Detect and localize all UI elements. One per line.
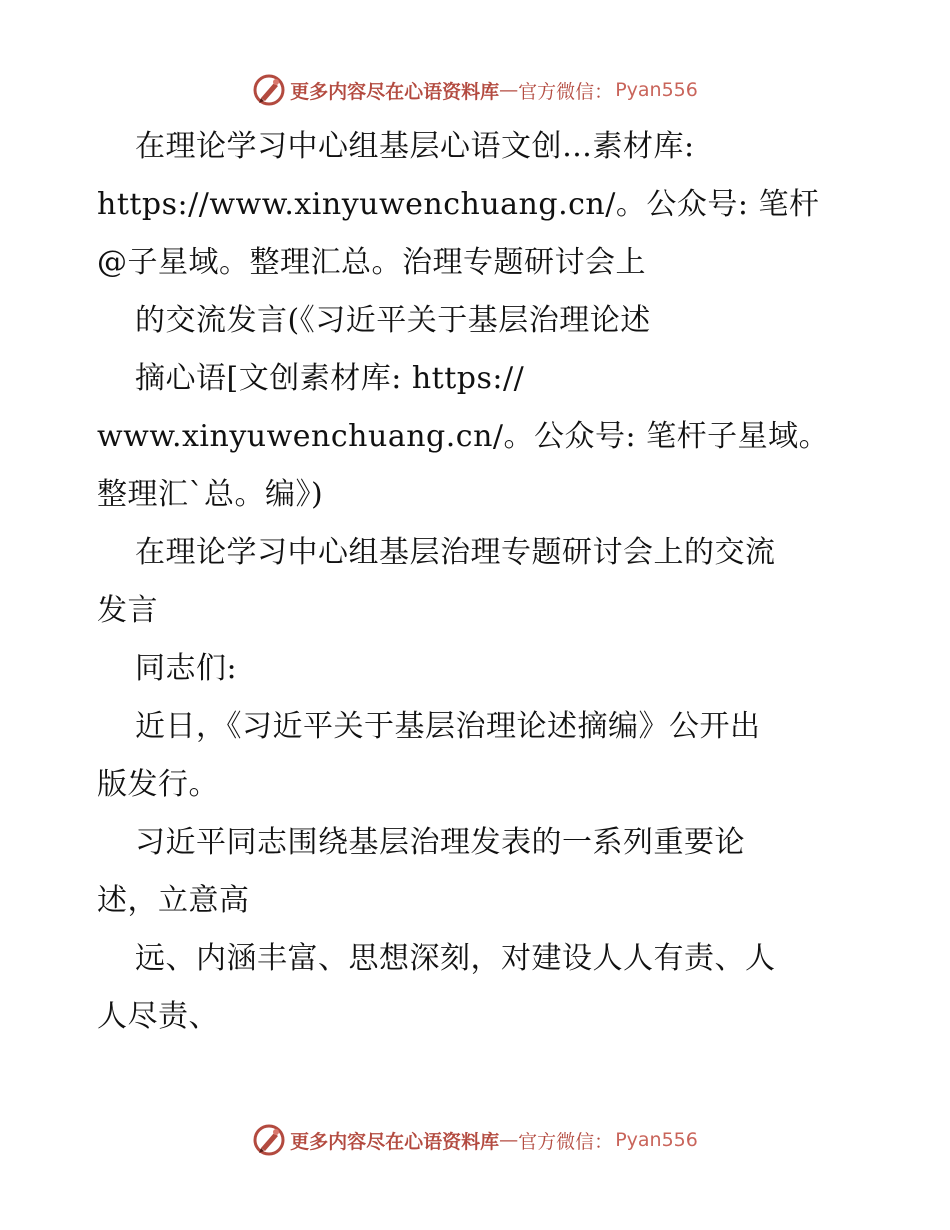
watermark-dash: — — [499, 79, 519, 101]
body-line: www.xinyuwenchuang.cn/。公众号: 笔杆子星域。 — [97, 419, 830, 454]
body-line: @子星域。整理汇总。治理专题研讨会上 — [97, 245, 646, 280]
body-line: 人尽责、 — [97, 999, 219, 1034]
watermark-official-label: 官方微信： — [518, 1130, 614, 1153]
footer-watermark — [0, 1120, 950, 1160]
watermark-dash: — — [499, 1129, 519, 1151]
body-line: 在理论学习中心组基层治理专题研讨会上的交流 — [135, 535, 776, 570]
watermark-wechat-id: Pyan556 — [615, 1129, 698, 1151]
watermark-wechat-id: Pyan556 — [615, 79, 698, 101]
pen-logo-icon — [252, 73, 286, 107]
header-watermark — [0, 70, 950, 110]
body-line: 述，立意高 — [97, 883, 250, 918]
body-line: 发言 — [97, 593, 158, 628]
body-line: 近日，《习近平关于基层治理论述摘编》公开出 — [135, 709, 761, 744]
body-line: 远、内涵丰富、思想深刻，对建设人人有责、人 — [135, 941, 776, 976]
watermark-official-label: 官方微信： — [518, 80, 614, 103]
body-line: 摘心语[文创素材库: https:// — [135, 361, 525, 396]
body-line: 整理汇`总。编》) — [97, 477, 324, 512]
pen-logo-icon — [252, 1123, 286, 1157]
watermark-main-text: 更多内容尽在心语资料库 — [290, 80, 500, 103]
body-line: 的交流发言(《习近平关于基层治理论述 — [135, 303, 651, 338]
body-line: 同志们: — [135, 651, 238, 686]
body-line: 习近平同志围绕基层治理发表的一系列重要论 — [135, 825, 745, 860]
body-line: 版发行。 — [97, 767, 219, 802]
document-body — [97, 118, 857, 1046]
watermark-main-text: 更多内容尽在心语资料库 — [290, 1130, 500, 1153]
body-line: 在理论学习中心组基层心语文创…素材库: — [135, 129, 695, 164]
body-line: https://www.xinyuwenchuang.cn/。公众号: 笔杆 — [97, 187, 820, 222]
